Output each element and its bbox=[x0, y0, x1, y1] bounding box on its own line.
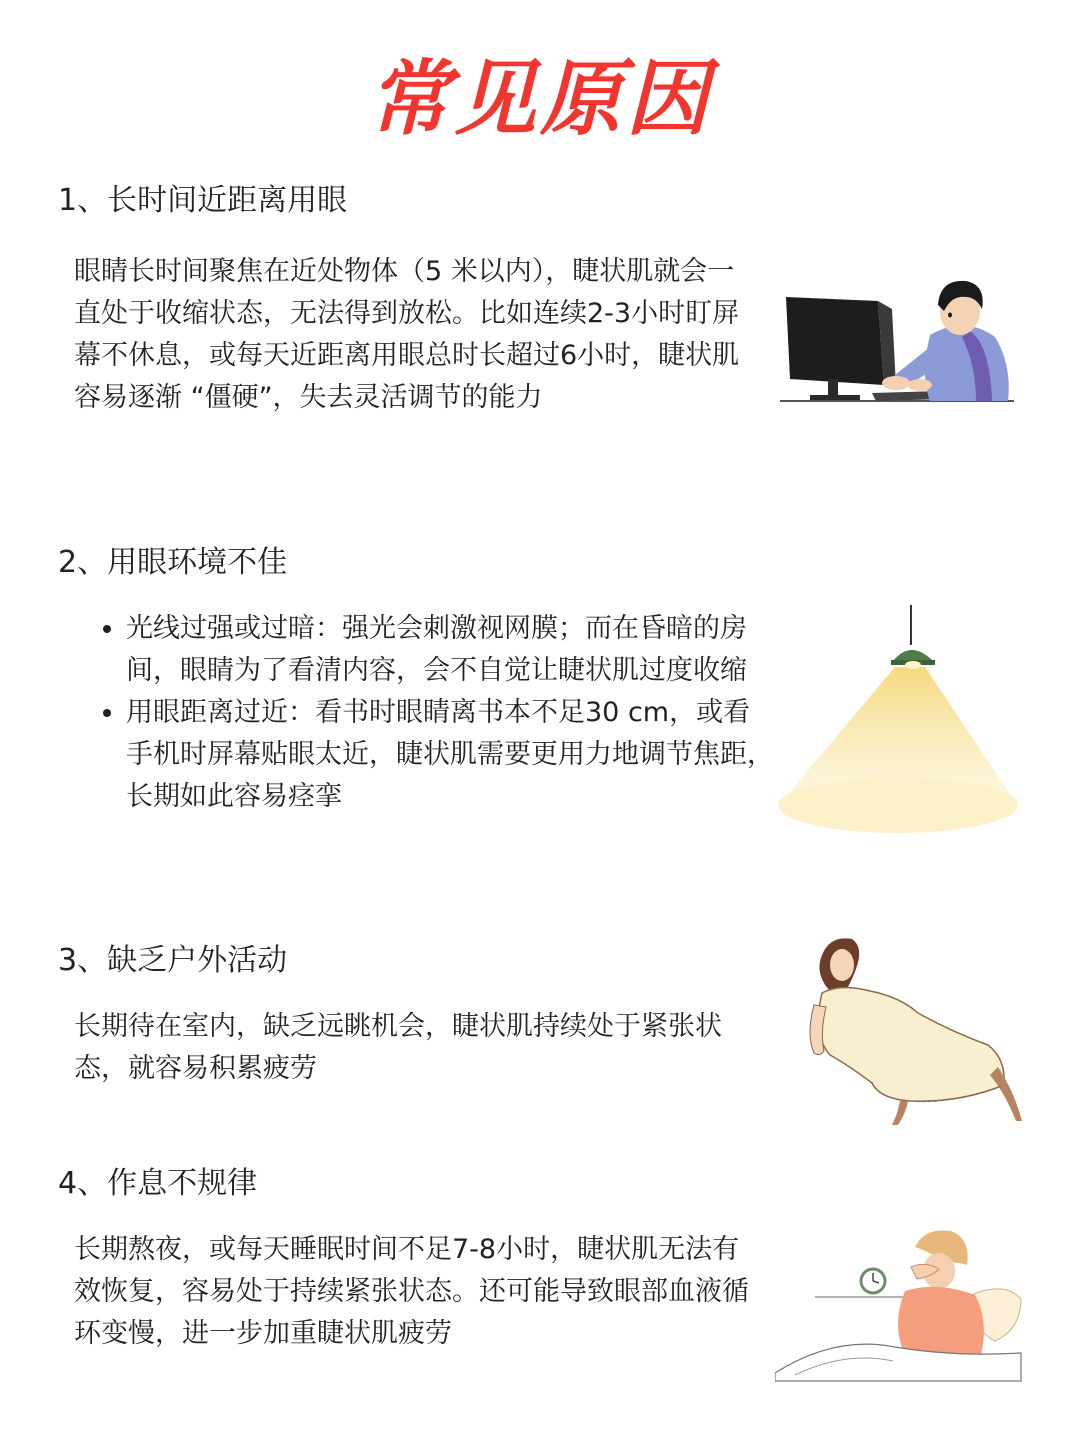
page-title: 常见原因 bbox=[368, 52, 712, 147]
section-heading-1: 1、长时间近距离用眼 bbox=[58, 183, 348, 218]
section-body-1: 眼睛长时间聚焦在近处物体（5 米以内），睫状肌就会一直处于收缩状态，无法得到放松。比如连续2-3小时盯屏幕不休息，或每天近距离用眼总时长超过6小时，睫状肌容易逐渐 “僵硬”，失去灵活调节的能力 bbox=[74, 256, 740, 413]
section-heading-2: 2、用眼环境不佳 bbox=[58, 545, 288, 580]
list-item: • 用眼距离过近：看书时眼睛离书本不足30 cm，或看手机时屏幕贴眼太近，睫状肌需要更用力地调节焦距，长期如此容易痉挛 bbox=[126, 692, 776, 818]
hanging-lamp-icon bbox=[775, 605, 1025, 845]
person-at-computer-icon bbox=[780, 275, 1020, 415]
list-item: • 光线过强或过暗：强光会刺激视网膜；而在昏暗的房间，眼睛为了看清内容，会不自觉让睫状肌过度收缩 bbox=[126, 608, 776, 692]
section-heading-4: 4、作息不规律 bbox=[58, 1166, 258, 1201]
section-heading-3: 3、缺乏户外活动 bbox=[58, 943, 288, 978]
section-body-4: 长期熬夜，或每天睡眠时间不足7-8小时，睫状肌无法有效恢复，容易处于持续紧张状态。还可能导致眼部血液循环变慢，进一步加重睫状肌疲劳 bbox=[74, 1234, 749, 1349]
tired-woman-in-bed-icon bbox=[775, 1225, 1025, 1385]
bullet-list bbox=[96, 608, 776, 818]
section-body-3: 长期待在室内，缺乏远眺机会，睫状肌持续处于紧张状态，就容易积累疲劳 bbox=[74, 1011, 722, 1084]
reclining-woman-icon bbox=[800, 935, 1025, 1130]
